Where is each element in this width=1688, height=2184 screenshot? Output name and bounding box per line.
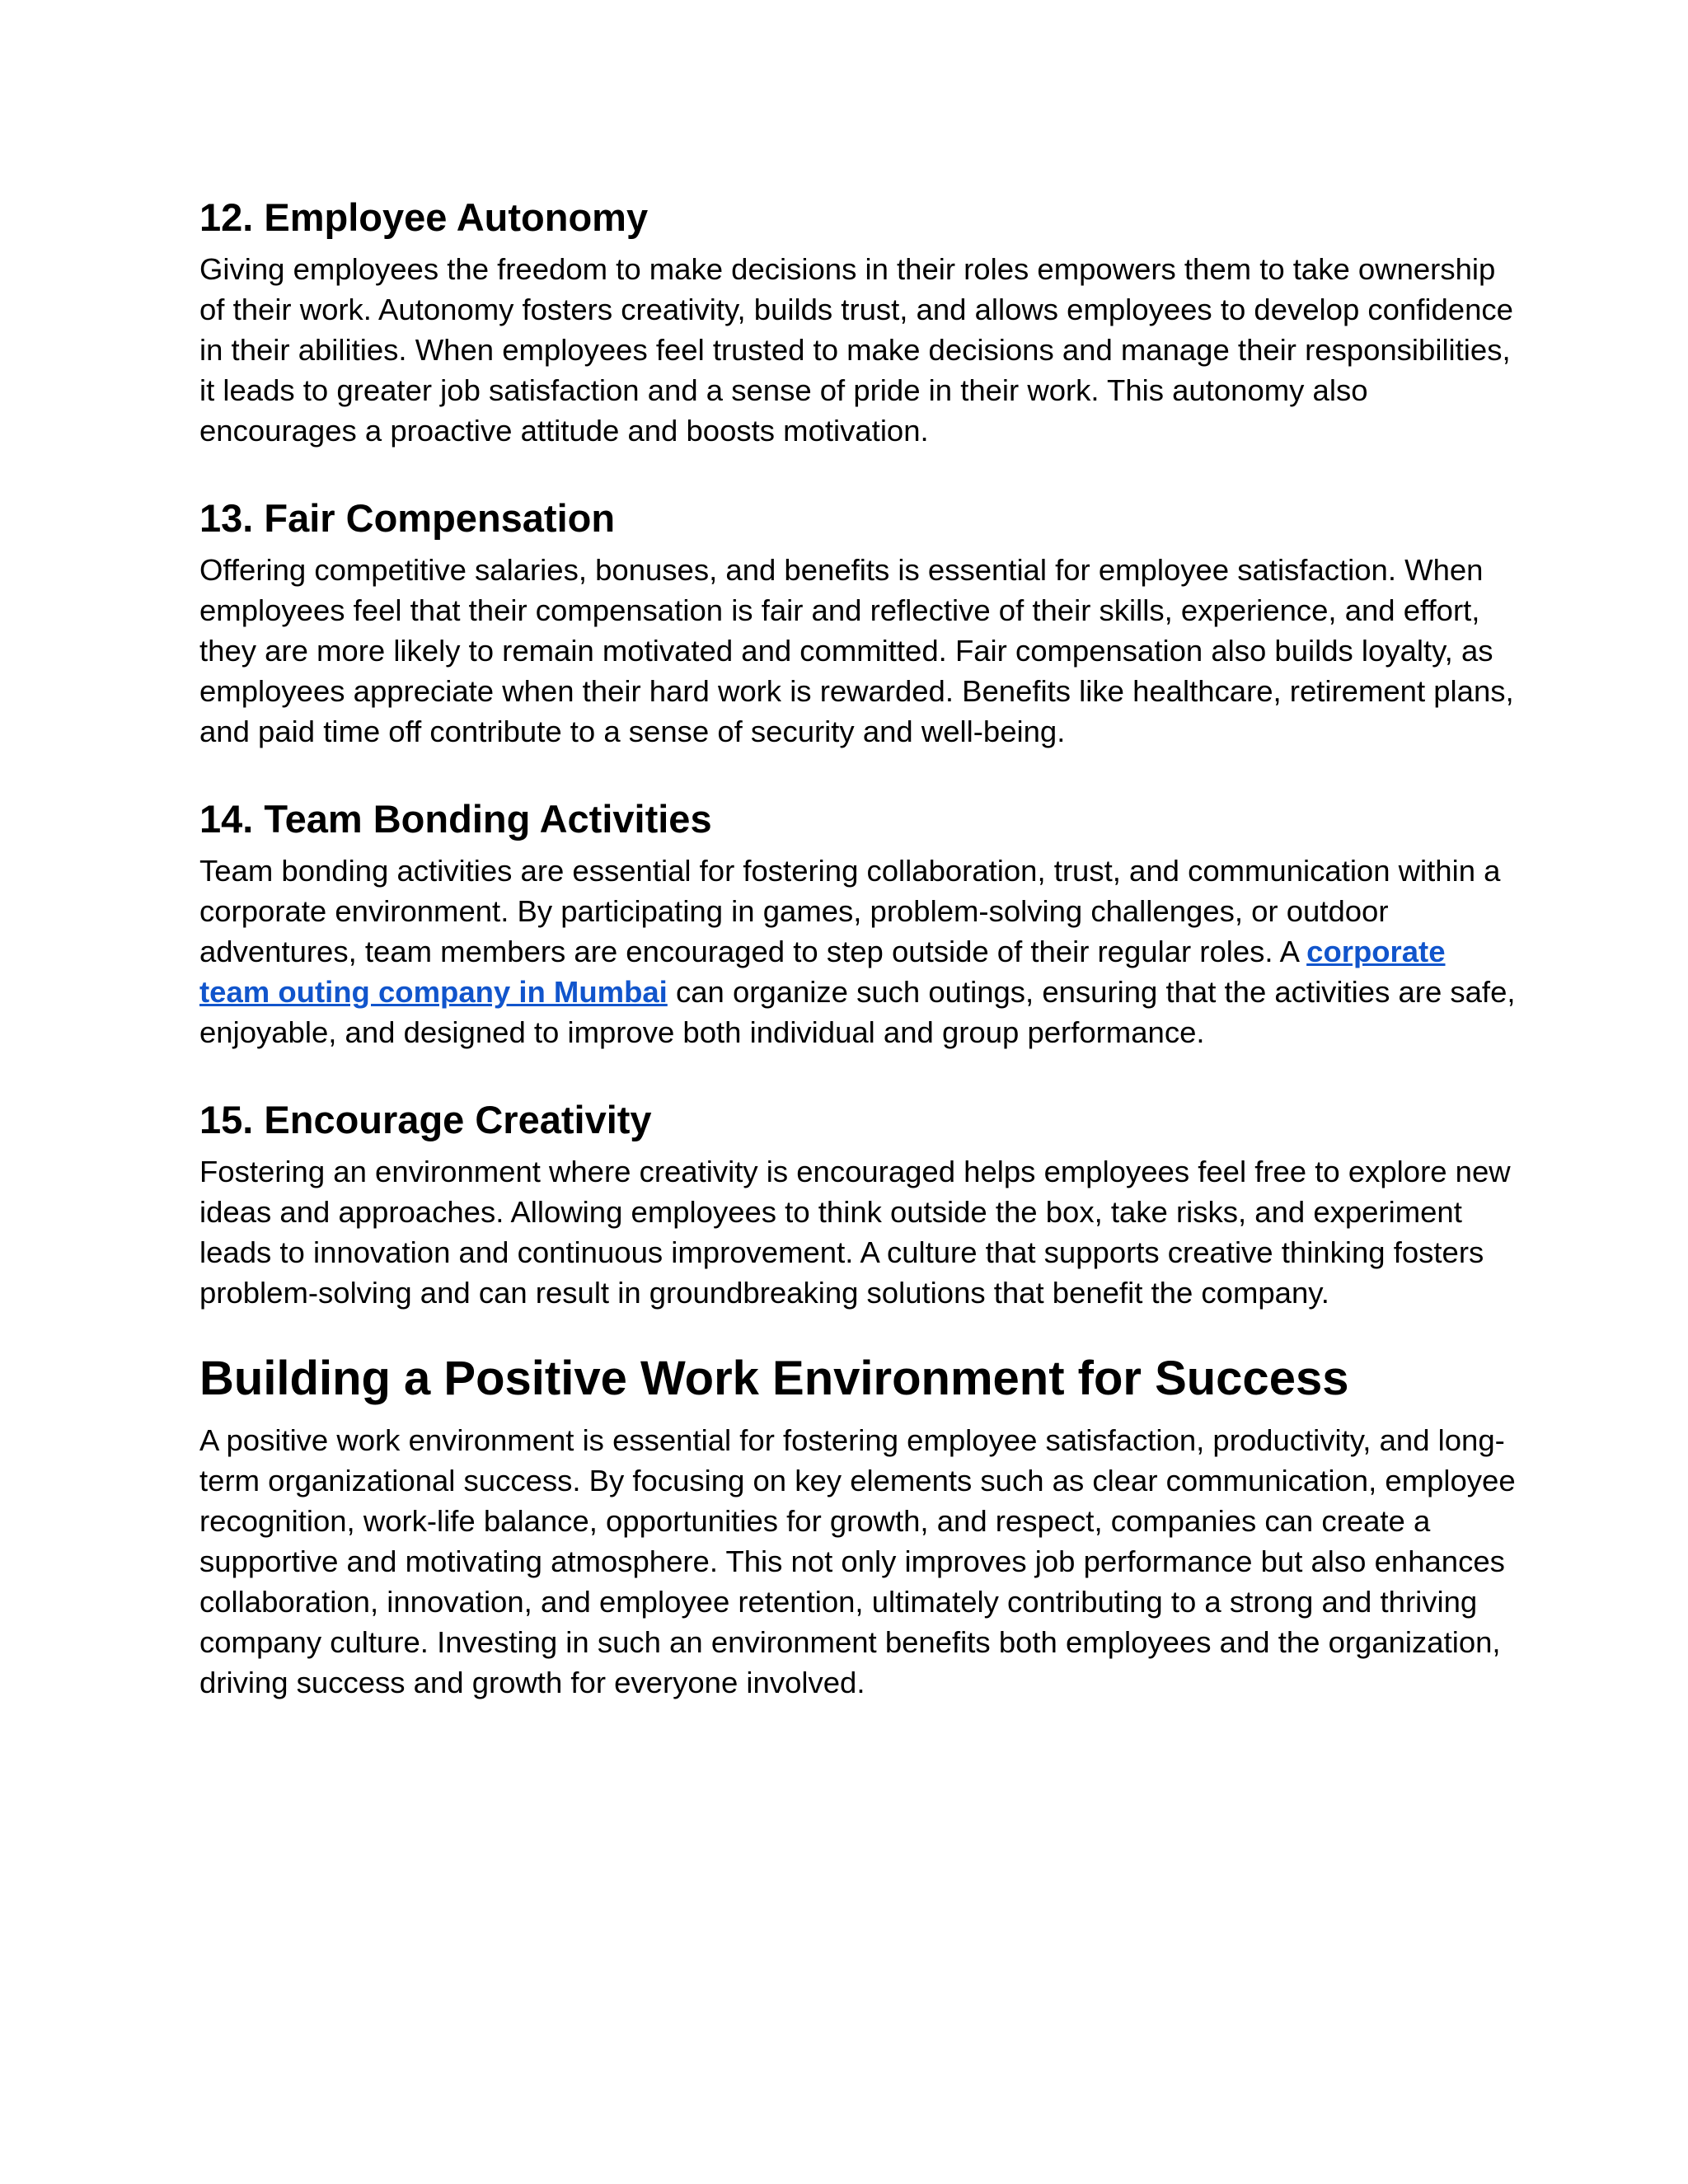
section-body [199, 851, 1518, 1052]
section-body: Offering competitive salaries, bonuses, and benefits is essential for employee satisfaction. When employees feel that their compensation is fair and reflective of their skills, experience, and effort, they are more likely to remain motivated and committed. Fair compensation also builds loyalty, as employees appreciate when their hard work is rewarded. Benefits like healthcare, retirement plans, and paid time off contribute to a sense of security and well-being. [199, 553, 1514, 748]
section-body: Giving employees the freedom to make decisions in their roles empowers them to take ownership of their work. Autonomy fosters creativity, builds trust, and allows employees to develop confidence in their abilities. When employees feel trusted to make decisions and manage their responsibilities, it leads to greater job satisfaction and a sense of pride in their work. This autonomy also encourages a proactive attitude and boosts motivation. [199, 252, 1513, 448]
section-heading: 14. Team Bonding Activities [199, 797, 712, 841]
section-spacer [199, 752, 1518, 796]
section-spacer [199, 451, 1518, 495]
section-spacer [199, 1313, 1518, 1352]
section-heading: 15. Encourage Creativity [199, 1098, 652, 1141]
body-text-before-link: Team bonding activities are essential for fostering collaboration, trust, and communication within a corporate environment. By participating in games, problem-solving challenges, or outdoor adventures, team members are encouraged to step outside of their regular roles. A [199, 854, 1501, 968]
conclusion-body: A positive work environment is essential for fostering employee satisfaction, productivity, and long-term organizational success. By focusing on key elements such as clear communication, employee recognition, work-life balance, opportunities for growth, and respect, companies can create a supportive and motivating atmosphere. This not only improves job performance but also enhances collaboration, innovation, and employee retention, ultimately contributing to a strong and thriving company culture. Investing in such an environment benefits both employees and the organization, driving success and growth for everyone involved. [199, 1423, 1516, 1699]
document-page [199, 194, 1518, 1703]
conclusion-heading: Building a Positive Work Environment for Success [199, 1352, 1349, 1405]
section-conclusion [199, 1352, 1518, 1703]
section-spacer [199, 1052, 1518, 1097]
corporate-team-outing-link[interactable]: corporate team outing company in Mumbai [199, 935, 1446, 1009]
section-encourage-creativity [199, 1097, 1518, 1313]
section-heading: 13. Fair Compensation [199, 496, 616, 540]
section-fair-compensation [199, 495, 1518, 752]
section-heading: 12. Employee Autonomy [199, 195, 649, 239]
section-body: Fostering an environment where creativity is encouraged helps employees feel free to explore new ideas and approaches. Allowing employees to think outside the box, take risks, and experiment leads to innovation and continuous improvement. A culture that supports creative thinking fosters problem-solving and can result in groundbreaking solutions that benefit the company. [199, 1155, 1511, 1310]
section-employee-autonomy [199, 194, 1518, 451]
section-team-bonding [199, 796, 1518, 1052]
body-text-after-link: can organize such outings, ensuring that the activities are safe, enjoyable, and designed to improve both individual and group performance. [199, 975, 1516, 1049]
